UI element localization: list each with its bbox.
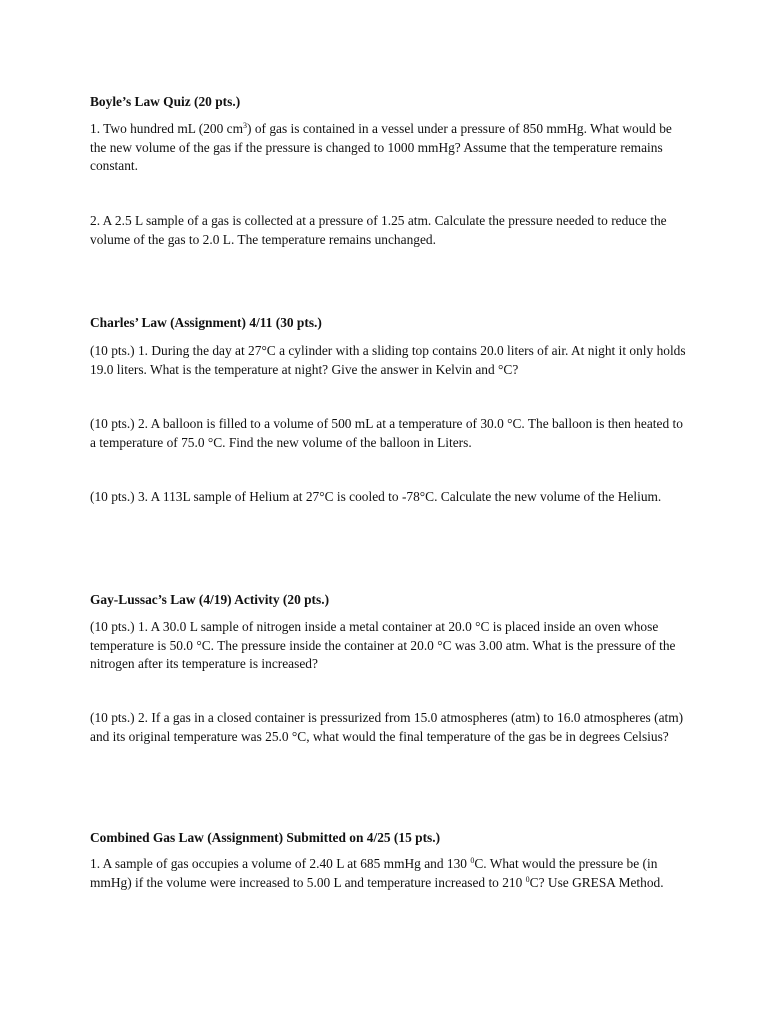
- boyle-q1-superscript: 3: [243, 121, 248, 130]
- boyle-question-1: [90, 120, 690, 176]
- combined-heading: Combined Gas Law (Assignment) Submitted on 4/25 (15 pts.): [90, 830, 441, 845]
- charles-question-1: (10 pts.) 1. During the day at 27°C a cylinder with a sliding top contains 20.0 liters of air. At night it only holds 19.0 liters. What is the temperature at night? Give the answer in Kelvin and °C?: [90, 343, 686, 377]
- boyle-heading: Boyle’s Law Quiz (20 pts.): [90, 94, 241, 109]
- combined-question-1: [90, 855, 690, 892]
- boyle-q1-text-b: ) of gas is contained in a vessel under a pressure of 850 mmHg. What would be the new volume of the gas if the pressure is changed to 1000 mmHg? Assume that the temperature remains constant.: [90, 121, 672, 173]
- gay-lussac-question-2: (10 pts.) 2. If a gas in a closed container is pressurized from 15.0 atmospheres (atm) to 16.0 atmospheres (atm) and its original temperature was 25.0 °C, what would the final temperature of the gas be in degrees Celsius?: [90, 710, 684, 744]
- combined-q1-text-a: 1. A sample of gas occupies a volume of 2.40 L at 685 mmHg and 130: [90, 856, 471, 871]
- boyle-question-2: 2. A 2.5 L sample of a gas is collected at a pressure of 1.25 atm. Calculate the pressure needed to reduce the volume of the gas to 2.0 L. The temperature remains unchanged.: [90, 213, 667, 247]
- gay-lussac-question-1: (10 pts.) 1. A 30.0 L sample of nitrogen inside a metal container at 20.0 °C is placed inside an oven whose temperature is 50.0 °C. The pressure inside the container at 20.0 °C was 3.00 atm. What is the pressure of the nitrogen after its temperature is increased?: [90, 619, 676, 671]
- boyle-q1-text-a: 1. Two hundred mL (200 cm: [90, 121, 244, 136]
- combined-q1-text-c: C? Use GRESA Method.: [529, 874, 664, 890]
- combined-q1-text-b: C. What would the pressure be (in mmHg) if the volume were increased to 5.00 L and temperature increased to 210: [90, 856, 658, 890]
- gay-lussac-heading: Gay-Lussac’s Law (4/19) Activity (20 pts.): [90, 592, 330, 607]
- charles-question-2: (10 pts.) 2. A balloon is filled to a volume of 500 mL at a temperature of 30.0 °C. The balloon is then heated to a temperature of 75.0 °C. Find the new volume of the balloon in Liters.: [90, 416, 683, 450]
- degree-superscript-2: 0: [525, 874, 530, 884]
- charles-heading: Charles’ Law (Assignment) 4/11 (30 pts.): [90, 315, 322, 330]
- degree-superscript-1: 0: [470, 856, 475, 865]
- charles-question-3: (10 pts.) 3. A 113L sample of Helium at 27°C is cooled to -78°C. Calculate the new volume of the Helium.: [90, 489, 662, 504]
